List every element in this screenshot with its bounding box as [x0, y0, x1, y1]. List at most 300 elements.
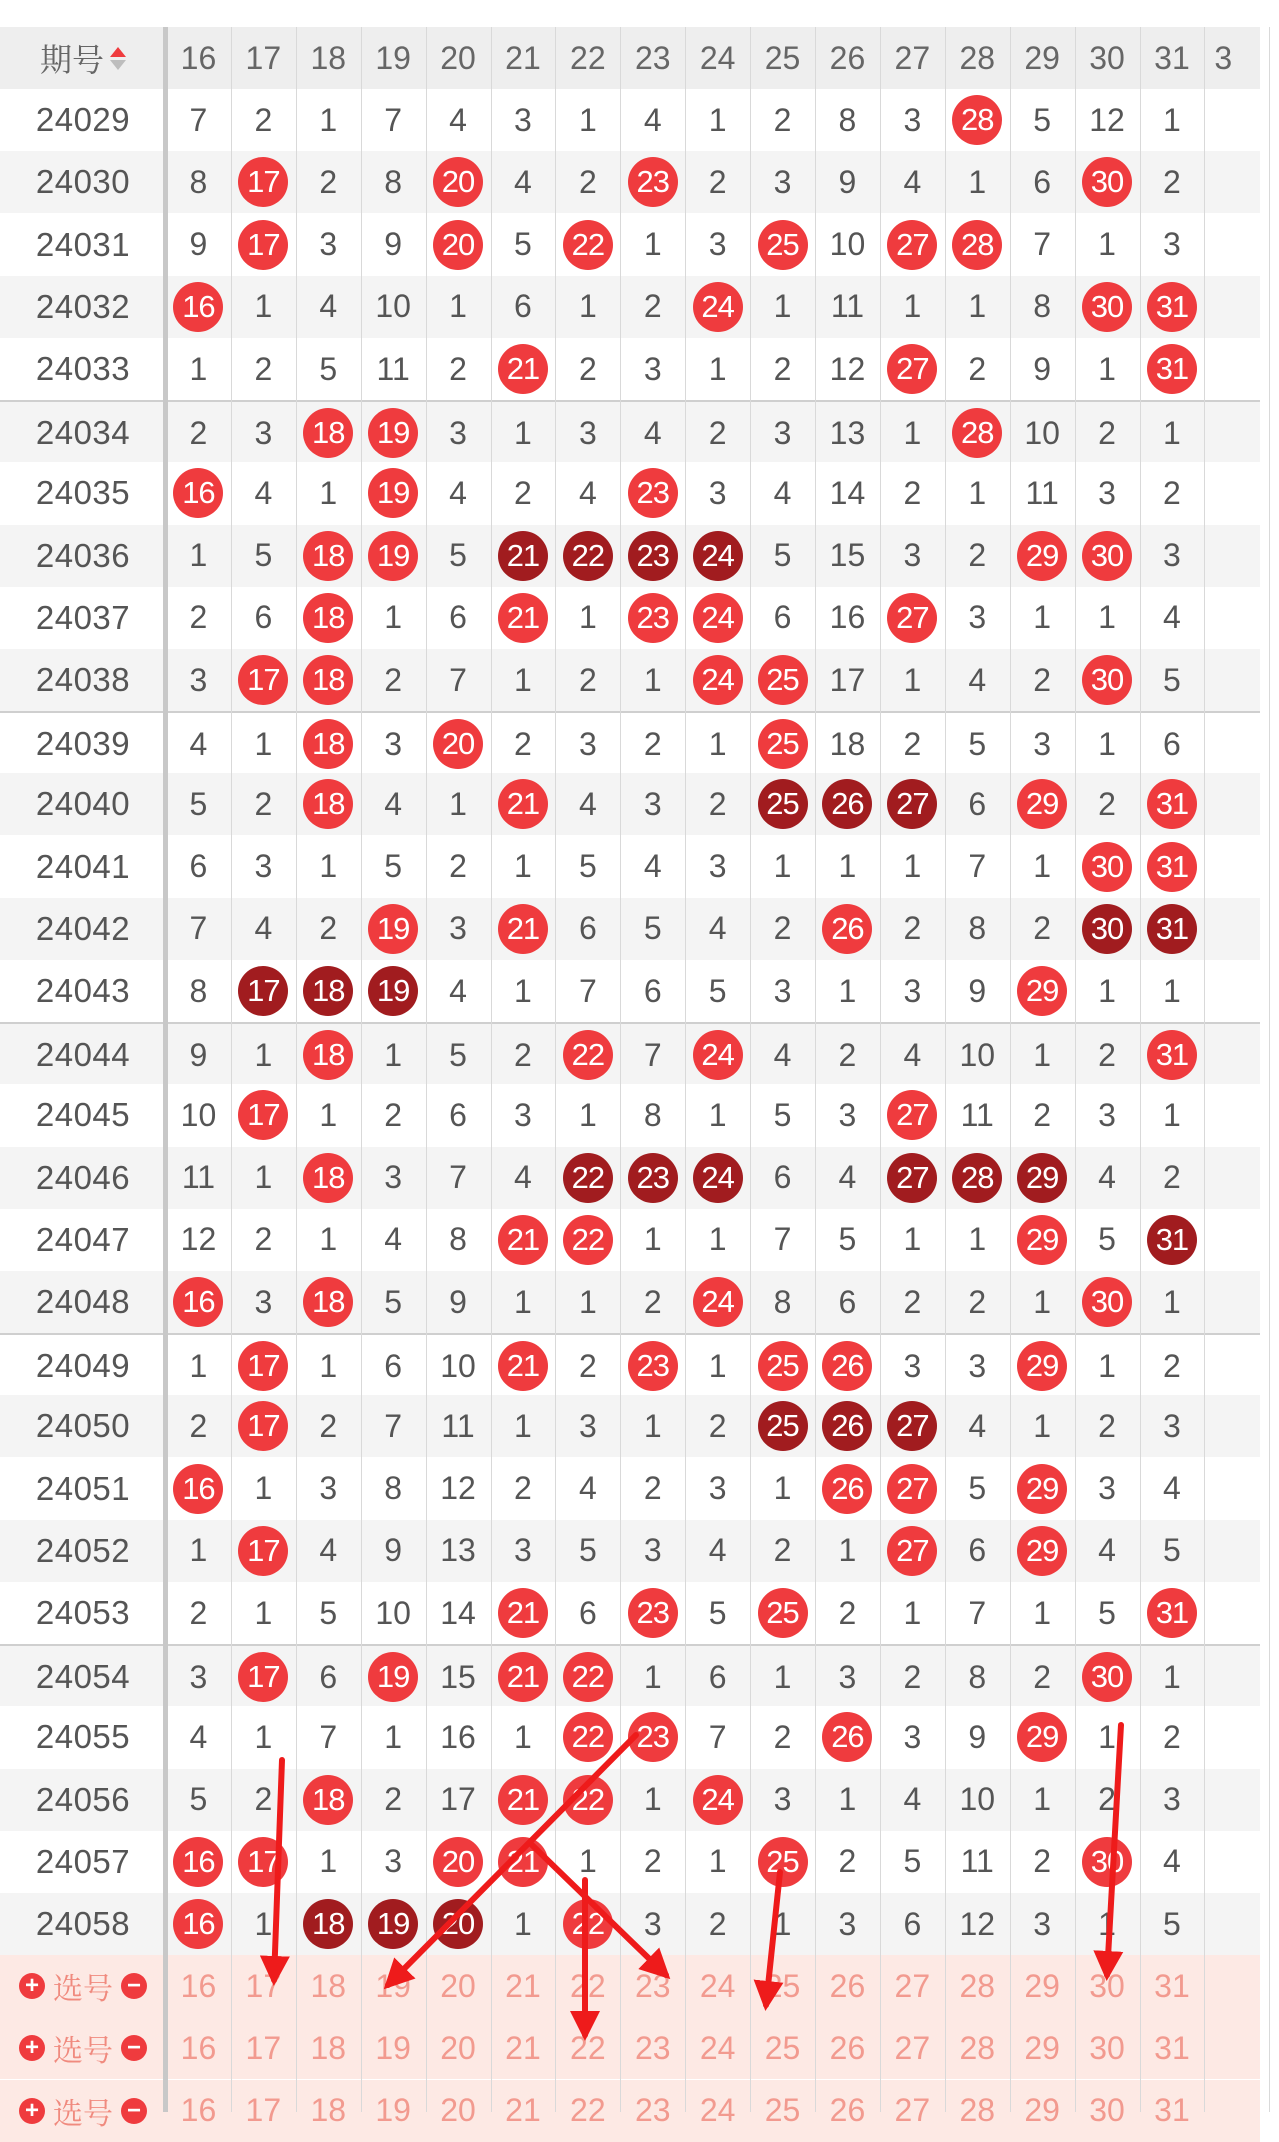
select-number-30[interactable]: 30 — [1089, 1967, 1125, 2004]
select-number-17[interactable]: 17 — [245, 1967, 282, 2004]
plus-circle-icon[interactable]: + — [19, 1973, 45, 1999]
hit-ball: 27 — [887, 1401, 937, 1451]
grid-cell: 6 — [514, 288, 532, 325]
grid-cell: 2 — [1098, 414, 1116, 451]
grid-cell: 13 — [440, 1532, 476, 1569]
grid-cell — [426, 214, 491, 276]
select-number-16[interactable]: 16 — [180, 1967, 217, 2004]
grid-cell: 1 — [514, 661, 532, 698]
grid-cell: 7 — [189, 101, 208, 138]
hit-ball: 26 — [822, 1341, 872, 1391]
header-row — [0, 27, 1260, 89]
select-number-31[interactable]: 31 — [1154, 2092, 1190, 2129]
grid-cell: 1 — [903, 661, 922, 698]
select-number-29[interactable]: 29 — [1024, 2029, 1060, 2066]
grid-cell: 1 — [838, 848, 857, 885]
grid-cell — [685, 525, 750, 587]
grid-cell — [620, 1147, 685, 1209]
grid-cell: 7 — [449, 1159, 467, 1196]
grid-cell: 2 — [708, 1905, 727, 1942]
grid-cell: 6 — [449, 1096, 467, 1133]
grid-cell: 2 — [1098, 785, 1116, 822]
column-divider — [296, 27, 297, 2112]
select-number-24[interactable]: 24 — [699, 1967, 736, 2004]
grid-cell: 1 — [1033, 848, 1052, 885]
select-number-29[interactable]: 29 — [1024, 1967, 1060, 2004]
grid-cell: 7 — [384, 1407, 403, 1444]
hit-ball: 19 — [368, 468, 418, 518]
grid-cell — [555, 1893, 620, 1955]
grid-cell: 8 — [773, 1283, 792, 1320]
select-number-20[interactable]: 20 — [440, 2029, 476, 2066]
period-number: 24054 — [35, 1658, 131, 1696]
select-number-16[interactable]: 16 — [180, 2092, 217, 2129]
grid-cell: 3 — [254, 414, 273, 451]
grid-cell: 2 — [319, 1407, 338, 1444]
select-number-27[interactable]: 27 — [894, 2029, 931, 2066]
select-controls — [19, 1964, 147, 2008]
grid-cell: 12 — [180, 1221, 217, 1258]
grid-cell: 10 — [375, 288, 411, 325]
grid-cell: 1 — [903, 288, 922, 325]
grid-cell — [491, 1209, 556, 1271]
select-number-24[interactable]: 24 — [699, 2092, 736, 2129]
grid-cell — [880, 1520, 945, 1582]
period-number: 24042 — [35, 909, 131, 947]
select-number-25[interactable]: 25 — [764, 2092, 801, 2129]
minus-circle-icon[interactable]: − — [121, 1973, 147, 1999]
hit-ball: 22 — [563, 1712, 613, 1762]
grid-cell: 1 — [514, 1407, 532, 1444]
grid-cell: 16 — [440, 1718, 476, 1755]
grid-cell: 2 — [1163, 1159, 1181, 1196]
minus-circle-icon[interactable]: − — [121, 2035, 147, 2061]
period-number: 24038 — [35, 661, 131, 698]
period-number: 24050 — [35, 1407, 131, 1445]
hit-ball: 29 — [1017, 779, 1067, 829]
grid-cell: 1 — [1163, 1096, 1181, 1133]
grid-cell — [231, 960, 296, 1022]
select-label: 选号 — [53, 2097, 113, 2131]
grid-cell: 9 — [384, 1532, 403, 1569]
grid-cell: 3 — [578, 1407, 597, 1444]
grid-cell: 1 — [514, 1905, 532, 1942]
grid-cell: 16 — [829, 599, 866, 636]
grid-cell: 2 — [384, 1096, 403, 1133]
select-number-26[interactable]: 26 — [829, 1967, 866, 2004]
grid-cell: 1 — [1163, 414, 1181, 451]
grid-cell — [1010, 1520, 1075, 1582]
grid-cell — [491, 587, 556, 649]
grid-cell: 3 — [708, 226, 727, 263]
grid-cell: 17 — [440, 1781, 476, 1818]
grid-cell: 1 — [578, 599, 597, 636]
select-number-19[interactable]: 19 — [375, 2029, 411, 2066]
hit-ball: 19 — [368, 1899, 418, 1949]
grid-cell: 2 — [838, 1036, 857, 1073]
grid-cell: 4 — [319, 288, 338, 325]
grid-cell — [166, 276, 231, 338]
select-number-19[interactable]: 19 — [375, 1967, 411, 2004]
select-number-18[interactable]: 18 — [310, 2092, 347, 2129]
grid-cell: 6 — [189, 848, 208, 885]
grid-cell: 3 — [319, 226, 338, 263]
grid-cell — [231, 214, 296, 276]
grid-cell — [555, 1209, 620, 1271]
grid-cell: 4 — [903, 163, 922, 200]
grid-cell: 2 — [578, 163, 597, 200]
hit-ball: 17 — [238, 1837, 288, 1887]
select-number-23[interactable]: 23 — [634, 1967, 671, 2004]
grid-cell: 1 — [708, 350, 727, 387]
grid-cell: 4 — [903, 1036, 922, 1073]
grid-cell: 1 — [1033, 1283, 1052, 1320]
grid-cell: 2 — [773, 1718, 792, 1755]
hit-ball: 25 — [758, 719, 808, 769]
grid-cell: 2 — [514, 725, 532, 762]
select-number-22[interactable]: 22 — [570, 2092, 606, 2129]
grid-cell — [491, 1831, 556, 1893]
grid-cell — [1010, 525, 1075, 587]
select-number-31[interactable]: 31 — [1154, 2029, 1190, 2066]
select-number-27[interactable]: 27 — [894, 1967, 931, 2004]
grid-cell: 3 — [514, 1096, 532, 1133]
grid-cell: 1 — [319, 1843, 338, 1880]
grid-cell — [166, 462, 231, 524]
grid-cell: 4 — [643, 848, 662, 885]
select-number-19[interactable]: 19 — [375, 2092, 411, 2129]
sort-icon[interactable] — [110, 47, 126, 70]
grid-cell: 3 — [643, 785, 662, 822]
select-number-26[interactable]: 26 — [829, 2092, 866, 2129]
grid-cell: 2 — [968, 1283, 987, 1320]
hit-ball: 24 — [693, 1030, 743, 1080]
grid-cell: 10 — [1024, 414, 1060, 451]
grid-cell: 10 — [959, 1036, 996, 1073]
select-number-20[interactable]: 20 — [440, 2092, 476, 2129]
grid-cell: 1 — [1098, 725, 1116, 762]
grid-cell: 10 — [375, 1594, 411, 1631]
hit-ball: 18 — [303, 1030, 353, 1080]
grid-cell: 1 — [1098, 1347, 1116, 1384]
hit-ball: 24 — [693, 1775, 743, 1825]
grid-cell: 4 — [449, 101, 467, 138]
hit-ball: 19 — [368, 966, 418, 1016]
grid-cell — [1075, 1831, 1140, 1893]
hit-ball: 26 — [822, 1712, 872, 1762]
grid-cell: 3 — [1163, 537, 1181, 574]
grid-cell: 2 — [773, 350, 792, 387]
grid-cell: 2 — [1033, 1843, 1052, 1880]
grid-cell: 3 — [254, 848, 273, 885]
grid-cell: 6 — [449, 599, 467, 636]
grid-cell — [166, 1271, 231, 1333]
grid-cell: 1 — [254, 1036, 273, 1073]
column-header-30: 30 — [1089, 39, 1125, 76]
grid-cell: 4 — [578, 1470, 597, 1507]
column-divider — [945, 27, 946, 2112]
grid-cell: 7 — [189, 910, 208, 947]
hit-ball: 17 — [238, 1341, 288, 1391]
column-header-19: 19 — [375, 39, 411, 76]
grid-cell — [491, 773, 556, 835]
grid-cell: 9 — [1033, 350, 1052, 387]
grid-cell: 1 — [514, 848, 532, 885]
column-divider — [1010, 27, 1011, 2112]
grid-cell — [491, 1582, 556, 1644]
grid-cell — [1010, 1335, 1075, 1397]
plus-circle-icon[interactable]: + — [19, 2035, 45, 2061]
hit-ball: 30 — [1082, 1652, 1132, 1702]
grid-cell — [231, 1831, 296, 1893]
grid-cell: 8 — [189, 163, 208, 200]
select-number-25[interactable]: 25 — [764, 2029, 801, 2066]
grid-cell: 1 — [189, 350, 208, 387]
period-number: 24037 — [35, 598, 131, 636]
select-number-23[interactable]: 23 — [634, 2092, 671, 2129]
column-header-29: 29 — [1024, 39, 1060, 76]
grid-cell — [750, 1582, 815, 1644]
select-number-30[interactable]: 30 — [1089, 2092, 1125, 2129]
grid-cell — [555, 214, 620, 276]
select-number-31[interactable]: 31 — [1154, 1967, 1190, 2004]
grid-cell: 3 — [189, 661, 208, 698]
grid-cell: 12 — [1089, 101, 1125, 138]
select-number-22[interactable]: 22 — [570, 1967, 606, 2004]
select-number-17[interactable]: 17 — [245, 2092, 282, 2129]
grid-cell: 2 — [1163, 474, 1181, 511]
select-number-29[interactable]: 29 — [1024, 2092, 1060, 2129]
grid-cell: 3 — [838, 1658, 857, 1695]
select-number-24[interactable]: 24 — [699, 2029, 736, 2066]
column-header-26: 26 — [829, 39, 866, 76]
grid-cell: 11 — [960, 1843, 994, 1880]
grid-cell: 2 — [578, 661, 597, 698]
hit-ball: 23 — [628, 1341, 678, 1391]
period-header[interactable] — [0, 27, 166, 89]
grid-cell: 2 — [903, 474, 922, 511]
table-row — [0, 525, 1260, 587]
grid-cell: 4 — [319, 1532, 338, 1569]
select-number-17[interactable]: 17 — [245, 2029, 282, 2066]
hit-ball: 31 — [1147, 842, 1197, 892]
hit-ball: 21 — [498, 779, 548, 829]
grid-cell: 1 — [189, 1347, 208, 1384]
column-divider — [1140, 27, 1141, 2112]
grid-cell — [296, 587, 361, 649]
grid-cell: 3 — [643, 1532, 662, 1569]
grid-cell: 6 — [708, 1658, 727, 1695]
hit-ball: 27 — [887, 220, 937, 270]
column-header-24: 24 — [699, 39, 736, 76]
grid-cell: 5 — [838, 1221, 857, 1258]
grid-cell — [945, 402, 1010, 464]
select-number-28[interactable]: 28 — [959, 1967, 996, 2004]
period-number: 24036 — [35, 536, 131, 574]
grid-cell: 4 — [578, 474, 597, 511]
hit-ball: 24 — [693, 531, 743, 581]
grid-cell — [1075, 151, 1140, 213]
grid-cell: 11 — [376, 350, 410, 387]
grid-cell — [231, 649, 296, 711]
grid-cell: 12 — [829, 350, 866, 387]
grid-cell — [296, 1769, 361, 1831]
grid-cell: 1 — [1098, 226, 1116, 263]
hit-ball: 20 — [433, 1899, 483, 1949]
grid-cell: 1 — [968, 163, 987, 200]
grid-cell: 6 — [968, 1532, 987, 1569]
grid-cell: 10 — [180, 1096, 217, 1133]
grid-cell: 8 — [838, 101, 857, 138]
grid-cell: 1 — [1163, 1658, 1181, 1695]
grid-cell: 10 — [440, 1347, 476, 1384]
table-row — [0, 1458, 1260, 1520]
select-number-18[interactable]: 18 — [310, 2029, 347, 2066]
hit-ball: 16 — [173, 1899, 223, 1949]
select-number-30[interactable]: 30 — [1089, 2029, 1125, 2066]
hit-ball: 22 — [563, 1215, 613, 1265]
grid-cell — [750, 214, 815, 276]
grid-cell: 1 — [708, 1347, 727, 1384]
grid-cell: 1 — [773, 1470, 792, 1507]
grid-cell — [231, 1395, 296, 1457]
grid-cell: 4 — [1098, 1532, 1116, 1569]
grid-cell — [1010, 1458, 1075, 1520]
grid-cell: 5 — [578, 848, 597, 885]
grid-cell: 1 — [319, 474, 338, 511]
table-row — [0, 276, 1260, 338]
select-number-21[interactable]: 21 — [505, 2029, 541, 2066]
column-divider — [361, 27, 362, 2112]
grid-cell: 11 — [960, 1096, 994, 1133]
select-number-28[interactable]: 28 — [959, 2029, 996, 2066]
grid-cell — [1140, 898, 1205, 960]
grid-cell: 1 — [319, 1347, 338, 1384]
hit-ball: 19 — [368, 408, 418, 458]
select-number-20[interactable]: 20 — [440, 1967, 476, 2004]
grid-cell: 1 — [838, 972, 857, 1009]
grid-cell — [945, 1147, 1010, 1209]
hit-ball: 22 — [563, 1153, 613, 1203]
period-number: 24056 — [35, 1780, 131, 1818]
grid-cell — [166, 1831, 231, 1893]
grid-cell: 3 — [708, 1470, 727, 1507]
column-divider — [491, 27, 492, 2112]
hit-ball: 18 — [303, 593, 353, 643]
grid-cell: 1 — [514, 1283, 532, 1320]
hit-ball: 26 — [822, 1464, 872, 1514]
grid-cell: 4 — [838, 1159, 857, 1196]
grid-cell — [750, 1335, 815, 1397]
grid-cell: 1 — [254, 1159, 273, 1196]
table-row — [0, 1893, 1260, 1955]
sort-asc-icon — [110, 47, 126, 57]
hit-ball: 20 — [433, 157, 483, 207]
grid-cell — [231, 1646, 296, 1708]
table-row — [0, 1147, 1260, 1209]
select-number-21[interactable]: 21 — [505, 2092, 541, 2129]
grid-cell: 3 — [1098, 1096, 1116, 1133]
minus-circle-icon[interactable]: − — [121, 2098, 147, 2124]
grid-cell — [1010, 1147, 1075, 1209]
grid-cell: 2 — [1033, 1658, 1052, 1695]
select-number-22[interactable]: 22 — [570, 2029, 606, 2066]
grid-cell: 3 — [449, 414, 467, 451]
hit-ball: 18 — [303, 408, 353, 458]
grid-cell: 1 — [189, 537, 208, 574]
grid-cell: 5 — [1098, 1221, 1116, 1258]
period-number: 24048 — [35, 1283, 131, 1320]
grid-cell: 2 — [254, 101, 273, 138]
select-number-23[interactable]: 23 — [634, 2029, 671, 2066]
grid-cell: 1 — [643, 226, 662, 263]
grid-cell: 3 — [773, 163, 792, 200]
grid-cell: 1 — [708, 1096, 727, 1133]
grid-cell: 5 — [319, 1594, 338, 1631]
grid-cell: 4 — [449, 972, 467, 1009]
grid-cell — [1075, 836, 1140, 898]
grid-cell: 2 — [254, 785, 273, 822]
grid-cell — [880, 1458, 945, 1520]
select-number-27[interactable]: 27 — [894, 2092, 931, 2129]
table-row — [0, 1520, 1260, 1582]
grid-cell: 1 — [968, 1221, 987, 1258]
hit-ball: 29 — [1017, 1341, 1067, 1391]
grid-cell: 11 — [181, 1159, 216, 1196]
hit-ball: 31 — [1147, 1588, 1197, 1638]
hit-ball: 24 — [693, 1277, 743, 1327]
grid-cell — [1010, 773, 1075, 835]
grid-cell: 9 — [189, 226, 208, 263]
select-number-18[interactable]: 18 — [310, 1967, 347, 2004]
grid-cell: 3 — [903, 101, 922, 138]
grid-cell: 3 — [968, 599, 987, 636]
hit-ball: 27 — [887, 1090, 937, 1140]
plus-circle-icon[interactable]: + — [19, 2098, 45, 2124]
select-number-26[interactable]: 26 — [829, 2029, 866, 2066]
grid-cell — [426, 151, 491, 213]
hit-ball: 27 — [887, 779, 937, 829]
grid-cell: 1 — [1033, 1036, 1052, 1073]
grid-cell: 2 — [449, 350, 467, 387]
grid-cell — [296, 713, 361, 775]
grid-cell: 3 — [578, 725, 597, 762]
select-number-28[interactable]: 28 — [959, 2092, 996, 2129]
table-row — [0, 400, 1260, 462]
period-number: 24055 — [35, 1718, 131, 1756]
hit-ball: 27 — [887, 593, 937, 643]
grid-cell: 6 — [254, 599, 273, 636]
grid-cell: 11 — [830, 288, 865, 325]
table-row — [0, 1644, 1260, 1706]
grid-cell: 1 — [254, 1718, 273, 1755]
grid-cell: 3 — [1033, 725, 1052, 762]
select-number-16[interactable]: 16 — [180, 2029, 217, 2066]
grid-cell — [296, 649, 361, 711]
hit-ball: 16 — [173, 282, 223, 332]
select-number-25[interactable]: 25 — [764, 1967, 801, 2004]
grid-cell: 1 — [254, 288, 273, 325]
grid-cell — [815, 1395, 880, 1457]
grid-cell — [815, 1706, 880, 1768]
grid-cell: 14 — [440, 1594, 476, 1631]
grid-cell: 3 — [773, 1781, 792, 1818]
select-row — [0, 2080, 1260, 2142]
column-header-25: 25 — [764, 39, 801, 76]
grid-cell: 1 — [643, 1221, 662, 1258]
grid-cell — [620, 525, 685, 587]
select-number-21[interactable]: 21 — [505, 1967, 541, 2004]
